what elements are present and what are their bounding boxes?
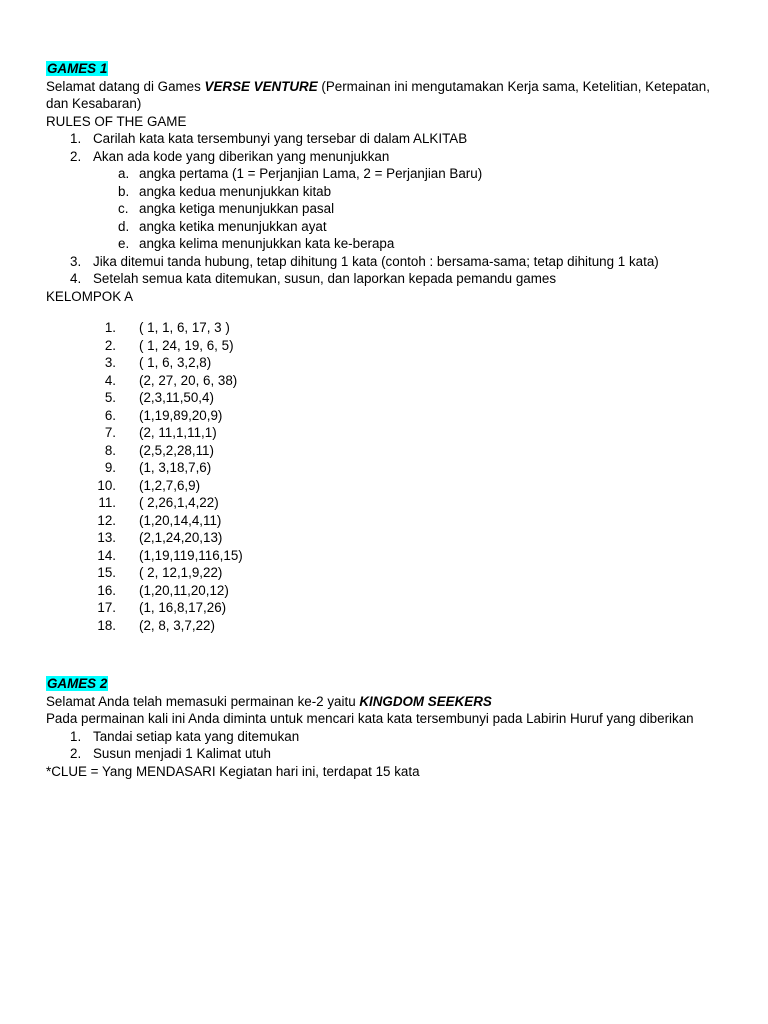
rule-item [46, 130, 726, 148]
games2-section [46, 675, 726, 780]
list-text: ( 1, 6, 3,2,8) [139, 355, 212, 370]
list-number: b. [118, 183, 130, 199]
games2-title: GAMES 2 [47, 676, 108, 691]
sub-rule-item [46, 200, 726, 218]
list-number: a. [118, 166, 130, 181]
list-text: (1, 16,8,17,26) [139, 600, 227, 615]
list-number: 6. [104, 407, 116, 423]
list-text: Setelah semua kata ditemukan, susun, dan laporkan kepada pemandu games [93, 271, 557, 286]
code-item [46, 512, 726, 530]
list-number: 2. [70, 148, 82, 164]
list-text: ( 2,26,1,4,22) [139, 495, 219, 510]
code-item [46, 319, 726, 337]
sub-rule-item [46, 165, 726, 183]
list-text: (1,20,11,20,12) [139, 582, 229, 598]
list-text: angka pertama (1 = Perjanjian Lama, 2 = Perjanjian Baru) [139, 166, 483, 181]
list-text: ( 1, 24, 19, 6, 5) [139, 337, 234, 353]
rule-item [46, 270, 726, 288]
list-number: 15. [97, 565, 116, 580]
steps-list [46, 728, 726, 763]
list-number: e. [118, 236, 130, 251]
code-item [46, 599, 726, 617]
step-item [46, 728, 726, 746]
code-item [46, 547, 726, 565]
code-item [46, 494, 726, 512]
list-text: Susun menjadi 1 Kalimat utuh [93, 746, 271, 761]
list-text: (2,1,24,20,13) [139, 530, 223, 545]
list-number: 16. [97, 582, 116, 598]
list-number: 17. [97, 600, 116, 615]
list-text: angka kelima menunjukkan kata ke-berapa [139, 236, 395, 251]
list-number: 13. [97, 530, 116, 545]
list-text: (1,19,89,20,9) [139, 407, 223, 423]
list-text: Akan ada kode yang diberikan yang menunjukkan [93, 148, 390, 164]
sub-rules-list [46, 165, 726, 253]
rules-heading: RULES OF THE GAME [46, 113, 187, 129]
codes-list [46, 319, 726, 634]
list-text: (2, 11,1,11,1) [139, 425, 217, 440]
code-item [46, 442, 726, 460]
list-text: angka ketiga menunjukkan pasal [139, 201, 335, 216]
code-item [46, 459, 726, 477]
list-number: 3. [70, 253, 82, 269]
code-item [46, 529, 726, 547]
list-number: 18. [97, 617, 116, 633]
sub-rule-item [46, 235, 726, 253]
list-text: angka ketika menunjukkan ayat [139, 218, 327, 234]
list-text: Carilah kata kata tersembunyi yang tersebar di dalam ALKITAB [93, 131, 468, 146]
list-text: (2, 8, 3,7,22) [139, 617, 215, 633]
games2-game-name: KINGDOM SEEKERS [359, 693, 492, 709]
list-text: Jika ditemui tanda hubung, tetap dihitung 1 kata (contoh : bersama-sama; tetap dihitung 1 kata) [93, 253, 659, 269]
games2-instruction: Pada permainan kali ini Anda diminta untuk mencari kata kata tersembunyi pada Labirin Huruf yang diberikan [46, 711, 694, 726]
rule-item [46, 148, 726, 166]
list-text: Tandai setiap kata yang ditemukan [93, 728, 300, 744]
sub-rule-item [46, 218, 726, 236]
list-number: 4. [70, 271, 82, 286]
list-number: 10. [97, 477, 116, 493]
list-text: ( 1, 1, 6, 17, 3 ) [139, 320, 230, 335]
games1-title: GAMES 1 [47, 61, 108, 76]
list-number: 1. [70, 728, 82, 744]
list-number: 1. [70, 131, 82, 146]
list-number: 5. [104, 390, 116, 405]
code-item [46, 617, 726, 635]
list-number: 11. [98, 495, 116, 510]
step-item [46, 745, 726, 763]
games1-intro: Selamat datang di Games VERSE VENTURE (Permainan ini mengutamakan Kerja sama, Ketelitian, Ketepatan, dan Kesabaran) [46, 78, 710, 111]
games2-intro: Selamat Anda telah memasuki permainan ke-2 yaitu KINGDOM SEEKERS [46, 693, 492, 709]
code-item [46, 337, 726, 355]
list-number: c. [118, 201, 129, 216]
list-number: 7. [104, 425, 116, 440]
code-item [46, 354, 726, 372]
list-text: (1, 3,18,7,6) [139, 460, 212, 475]
code-item [46, 477, 726, 495]
list-number: 2. [104, 337, 116, 353]
list-text: (1,20,14,4,11) [139, 512, 222, 528]
list-number: 1. [104, 320, 116, 335]
rules-list [46, 130, 726, 165]
games1-section [46, 60, 726, 634]
list-number: 8. [104, 442, 116, 458]
games1-game-name: VERSE VENTURE [204, 78, 318, 94]
list-text: (2,5,2,28,11) [139, 442, 214, 458]
list-text: (2, 27, 20, 6, 38) [139, 372, 238, 388]
list-number: 14. [97, 547, 116, 563]
list-number: 2. [70, 746, 82, 761]
list-text: angka kedua menunjukkan kitab [139, 183, 332, 199]
code-item [46, 582, 726, 600]
code-item [46, 389, 726, 407]
clue-text: *CLUE = Yang MENDASARI Kegiatan hari ini, terdapat 15 kata [46, 763, 420, 779]
rules-more-list [46, 253, 726, 288]
code-item [46, 407, 726, 425]
list-number: 3. [104, 355, 116, 370]
rule-item [46, 253, 726, 271]
sub-rule-item [46, 183, 726, 201]
list-number: 12. [97, 512, 116, 528]
list-text: (1,2,7,6,9) [139, 477, 201, 493]
list-text: (2,3,11,50,4) [139, 390, 214, 405]
list-number: 4. [104, 372, 116, 388]
group-heading: KELOMPOK A [46, 288, 134, 304]
code-item [46, 372, 726, 390]
code-item [46, 564, 726, 582]
list-text: ( 2, 12,1,9,22) [139, 565, 223, 580]
list-number: d. [118, 218, 130, 234]
list-text: (1,19,119,116,15) [139, 547, 243, 563]
list-number: 9. [104, 460, 116, 475]
code-item [46, 424, 726, 442]
